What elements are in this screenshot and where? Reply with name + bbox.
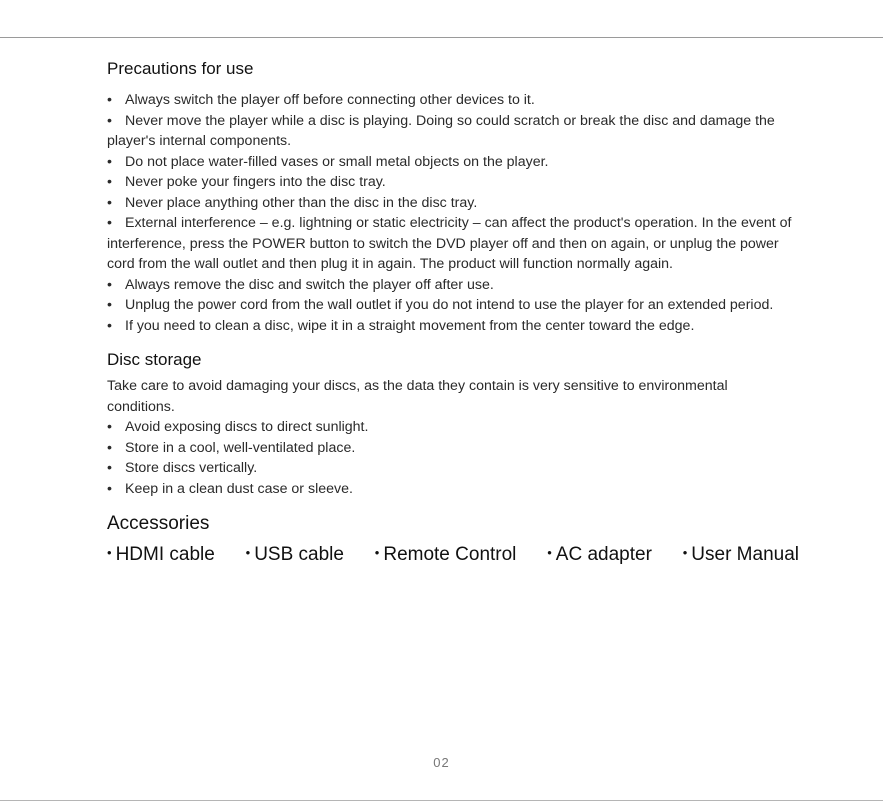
bullet-icon: • xyxy=(107,153,112,170)
disc-storage-list xyxy=(107,376,797,499)
page-content xyxy=(107,58,797,567)
bullet-icon: • xyxy=(107,92,112,108)
bullet-icon: • xyxy=(107,297,112,313)
bullet-icon: • xyxy=(107,460,112,476)
list-item: • If you need to clean a disc, wipe it in a straight movement from the center toward the edge. xyxy=(107,316,797,337)
page-number: 02 xyxy=(433,755,450,770)
list-item: • Do not place water-filled vases or small metal objects on the player. xyxy=(107,152,797,173)
bullet-icon: • xyxy=(682,545,688,560)
accessory-item: • Remote Control xyxy=(374,544,517,565)
disc-storage-intro: Take care to avoid damaging your discs, as the data they contain is very sensitive to environmental conditions. xyxy=(107,378,728,415)
list-item: • Store in a cool, well-ventilated place. xyxy=(107,438,797,459)
bullet-icon: • xyxy=(107,194,112,211)
bullet-icon: • xyxy=(107,419,112,435)
bullet-icon: • xyxy=(107,480,112,497)
list-item: • Never poke your fingers into the disc tray. xyxy=(107,172,797,193)
list-item: • Avoid exposing discs to direct sunlight. xyxy=(107,417,797,438)
bullet-icon: • xyxy=(107,317,112,334)
list-item: • Always switch the player off before connecting other devices to it. xyxy=(107,90,797,111)
bullet-icon: • xyxy=(547,545,552,560)
bullet-icon: • xyxy=(374,545,380,560)
list-item: • Keep in a clean dust case or sleeve. xyxy=(107,479,797,500)
accessory-item: • USB cable xyxy=(245,544,344,565)
list-item: • Always remove the disc and switch the player off after use. xyxy=(107,275,797,296)
list-item: • External interference – e.g. lightning or static electricity – can affect the product's operation. In the event of interference, press the POWER button to switch the DVD player off and then on again, or unplug the power cord from the wall outlet and then plug it in again. The product will function normally again. xyxy=(107,215,792,272)
section-heading-disc-storage: Disc storage xyxy=(107,350,202,369)
precautions-list xyxy=(107,90,797,336)
bullet-icon: • xyxy=(107,215,112,231)
section-heading-precautions: Precautions for use xyxy=(107,59,254,78)
accessory-item: • User Manual xyxy=(682,544,799,565)
bullet-icon: • xyxy=(107,174,112,190)
list-item: • Store discs vertically. xyxy=(107,458,797,479)
bullet-icon: • xyxy=(107,276,112,293)
bullet-icon: • xyxy=(107,545,112,560)
bullet-icon: • xyxy=(107,112,112,129)
list-item: • Unplug the power cord from the wall outlet if you do not intend to use the player for an extended period. xyxy=(107,295,797,316)
list-item: • Never move the player while a disc is playing. Doing so could scratch or break the disc and damage the player's internal components. xyxy=(107,112,775,149)
accessory-item: • HDMI cable xyxy=(107,544,215,565)
list-item: • Never place anything other than the disc in the disc tray. xyxy=(107,193,797,214)
section-heading-accessories: Accessories xyxy=(107,513,210,534)
accessory-item: • AC adapter xyxy=(547,544,652,565)
top-divider xyxy=(0,37,883,38)
accessories-list xyxy=(107,541,799,567)
bullet-icon: • xyxy=(245,545,251,560)
bullet-icon: • xyxy=(107,439,112,456)
